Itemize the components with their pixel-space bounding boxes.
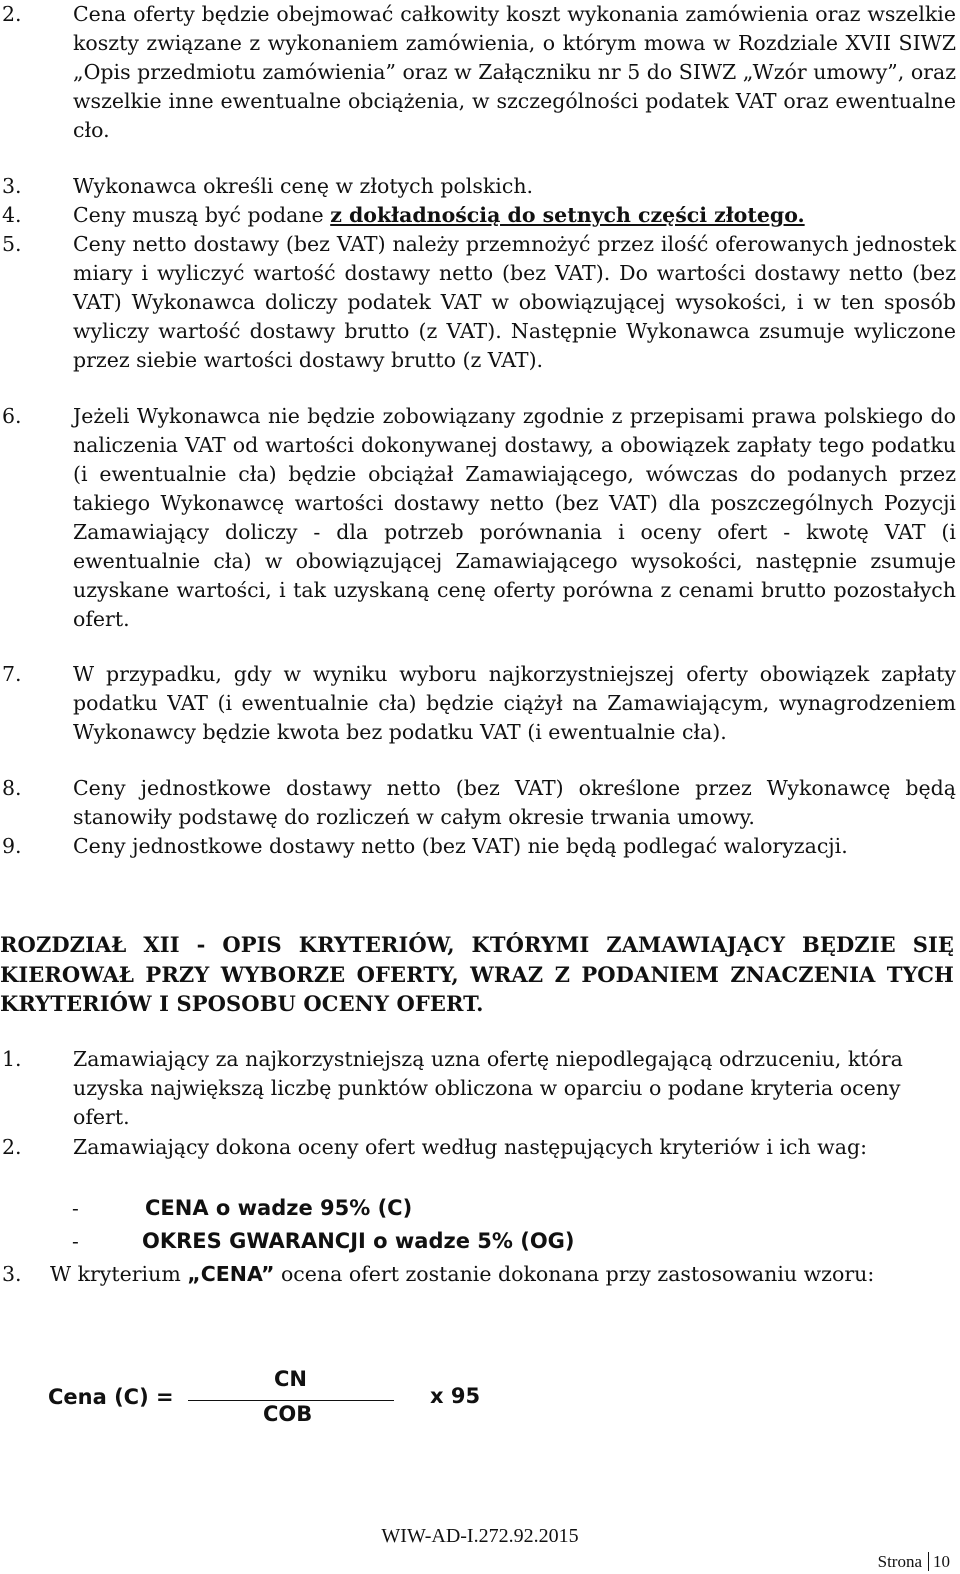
formula-lhs: Cena (C) = [48,1385,174,1409]
item-number: 6. [2,404,22,428]
formula-numerator: CN [274,1367,307,1391]
item-number: 8. [2,776,22,800]
item-text: Zamawiający za najkorzystniejszą uzna ofertę niepodlegającą odrzuceniu, która uzyska największą liczbę punktów obliczona w oparciu o podane kryteria oceny ofert. [73,1047,903,1129]
formula-denominator: COB [263,1402,313,1426]
item-number: 2. [2,1135,22,1159]
fraction-line [188,1400,394,1401]
item-text-emphasis: „CENA” [187,1262,275,1286]
item-number: 4. [2,203,22,227]
list-item [0,832,956,861]
chapter-heading: ROZDZIAŁ XII - OPIS KRYTERIÓW, KTÓRYMI ZAMAWIAJĄCY BĘDZIE SIĘ KIEROWAŁ PRZY WYBORZE OFERTY, WRAZ Z PODANIEM ZNACZENIA TYCH KRYTERIÓW I SPOSOBU OCENY OFERT. [0,932,954,1016]
item-text: Cena oferty będzie obejmować całkowity koszt wykonania zamówienia oraz wszelkie koszty związane z wykonaniem zamówienia, o którym mowa w Rozdziale XVII SIWZ „Opis przedmiotu zamówienia” oraz w Załączniku nr 5 do SIWZ „Wzór umowy”, oraz wszelkie inne ewentualne obciążenia, w szczególności podatek VAT oraz ewentualne cło. [73,2,956,142]
item-text: Ceny netto dostawy (bez VAT) należy przemnożyć przez ilość oferowanych jednostek miary i wyliczyć wartość dostawy netto (bez VAT). Do wartości dostawy netto (bez VAT) Wykonawca doliczy podatek VAT w obowiązującej wysokości, i w ten sposób wyliczy wartość dostawy brutto (z VAT). Następnie Wykonawca zsumuje wyliczone przez siebie wartości dostawy brutto (z VAT). [73,232,956,372]
item-text-plain: Ceny muszą być podane [73,203,331,227]
item-text: Zamawiający dokona oceny ofert według następujących kryteriów i ich wag: [73,1135,867,1159]
formula-multiplier: x 95 [430,1384,481,1408]
list-item [0,172,956,201]
criterion-warranty: OKRES GWARANCJI o wadze 5% (OG) [142,1229,575,1253]
item-number: 3. [2,1262,22,1286]
item-number: 3. [2,174,22,198]
list-item [0,1133,956,1162]
list-item [0,201,956,230]
criterion-price: CENA o wadze 95% (C) [145,1196,413,1220]
item-text: W przypadku, gdy w wyniku wyboru najkorzystniejszej oferty obowiązek zapłaty podatku VAT (i ewentualnie cła) będzie ciążył na Zamawiającym, wynagrodzeniem Wykonawcy będzie kwota bez podatku VAT (i ewentualnie cła). [73,662,956,744]
criterion-dash: - [72,1229,79,1253]
item-number: 7. [2,662,22,686]
item-text: Ceny jednostkowe dostawy netto (bez VAT) określone przez Wykonawcę będą stanowiły podstawę do rozliczeń w całym okresie trwania umowy. [73,776,956,829]
item-text: Wykonawca określi cenę w złotych polskich. [73,174,534,198]
list-item [0,230,956,375]
item-number: 1. [2,1047,22,1071]
item-text [73,201,956,230]
footer-doc-id: WIW-AD-I.272.92.2015 [381,1525,579,1547]
item-number: 9. [2,834,22,858]
page-separator [928,1552,929,1571]
item-number: 2. [2,2,22,26]
item-text: Ceny jednostkowe dostawy netto (bez VAT) nie będą podlegać waloryzacji. [73,834,848,858]
item-text-emphasis: z dokładnością do setnych części złotego. [330,203,805,227]
list-item [0,774,956,832]
page-number-value: 10 [933,1552,950,1571]
item-number: 5. [2,232,22,256]
list-item [0,402,956,634]
page-label: Strona [877,1552,922,1571]
list-item [0,0,956,145]
item-text: W kryterium „CENA” ocena ofert zostanie dokonana przy zastosowaniu wzoru: [50,1262,875,1286]
criterion-dash: - [72,1196,79,1220]
list-item [0,1260,956,1289]
page-number [878,1552,952,1572]
list-item [0,660,956,747]
item-text: Jeżeli Wykonawca nie będzie zobowiązany zgodnie z przepisami prawa polskiego do naliczenia VAT od wartości dokonywanej dostawy, a obowiązek zapłaty tego podatku (i ewentualnie cła) będzie obciążał Zamawiającego, wówczas do podanych przez takiego Wykonawcę wartości dostawy netto (bez VAT) dla poszczególnych Pozycji Zamawiający doliczy - dla potrzeb porównania i oceny ofert - kwotę VAT (i ewentualnie cła) w obowiązującej Zamawiającego wysokości, następnie zsumuje uzyskane wartości, i tak uzyskaną cenę oferty porówna z cenami brutto pozostałych ofert. [73,404,956,631]
list-item [0,1045,956,1132]
